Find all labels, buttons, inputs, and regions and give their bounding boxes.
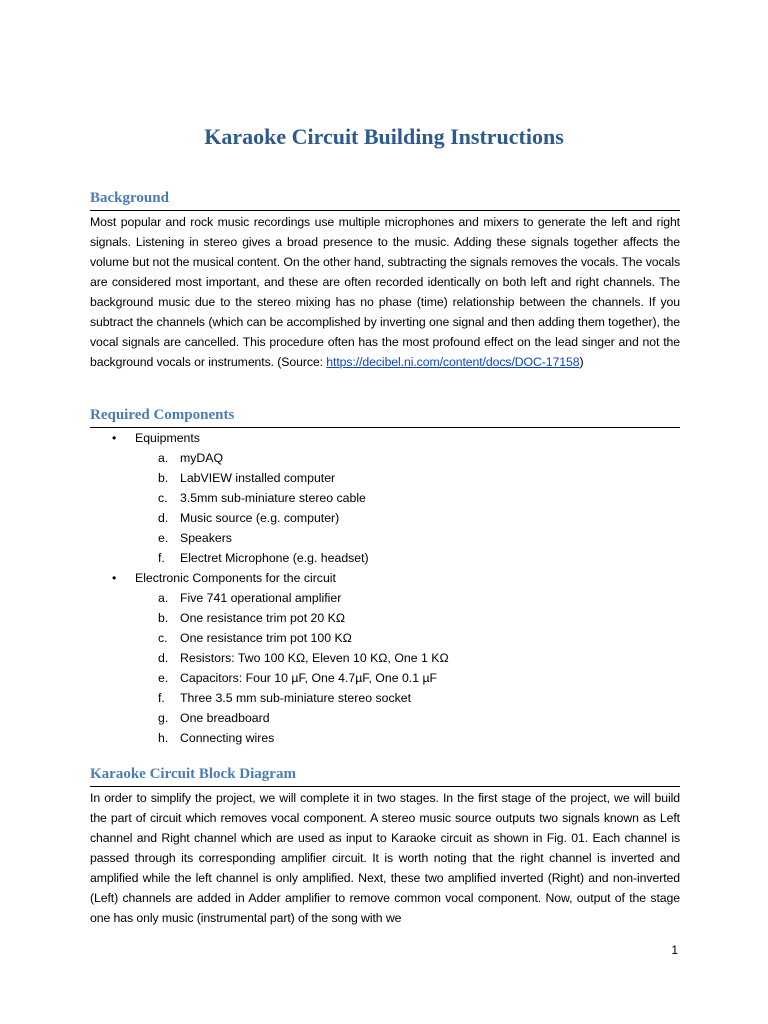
list-letter: g. (158, 711, 169, 725)
list-text: One breadboard (180, 711, 270, 725)
list-item (90, 708, 680, 728)
list-text: Music source (e.g. computer) (180, 511, 340, 525)
list-item (90, 508, 680, 528)
list-text: Resistors: Two 100 KΩ, Eleven 10 KΩ, One 1 KΩ (180, 651, 449, 665)
list-item (90, 548, 680, 568)
list-letter: c. (158, 491, 168, 505)
list-text: Speakers (180, 531, 232, 545)
list-item-electronic-components (90, 568, 680, 748)
background-section (90, 189, 680, 372)
list-letter: b. (158, 471, 169, 485)
list-item (90, 468, 680, 488)
list-text: Five 741 operational amplifier (180, 591, 342, 605)
list-text: Connecting wires (180, 731, 275, 745)
list-text: Electret Microphone (e.g. headset) (180, 551, 369, 565)
list-item-equipments (90, 428, 680, 568)
list-letter: a. (158, 451, 169, 465)
list-letter: c. (158, 631, 168, 645)
list-letter: e. (158, 531, 169, 545)
list-letter: e. (158, 671, 169, 685)
list-letter: h. (158, 731, 169, 745)
bullet-marker: • (112, 431, 117, 445)
list-letter: d. (158, 651, 169, 665)
list-text: One resistance trim pot 100 KΩ (180, 631, 352, 645)
components-section (90, 406, 680, 748)
source-link[interactable]: https://decibel.ni.com/content/docs/DOC-17158 (326, 355, 580, 369)
list-letter: f. (158, 551, 165, 565)
list-text: Capacitors: Four 10 µF, One 4.7µF, One 0.1 µF (180, 671, 438, 685)
equipments-sublist (90, 448, 680, 568)
list-item (90, 688, 680, 708)
list-letter: f. (158, 691, 165, 705)
background-text-end: ) (579, 355, 584, 369)
electronics-sublist (90, 588, 680, 748)
list-item (90, 488, 680, 508)
background-heading: Background (90, 189, 680, 211)
list-text: LabVIEW installed computer (180, 471, 336, 485)
components-list (90, 428, 680, 748)
list-text: One resistance trim pot 20 KΩ (180, 611, 346, 625)
list-item (90, 668, 680, 688)
list-item (90, 528, 680, 548)
page-title: Karaoke Circuit Building Instructions (204, 124, 564, 149)
list-text: 3.5mm sub-miniature stereo cable (180, 491, 366, 505)
list-item (90, 448, 680, 468)
list-letter: a. (158, 591, 169, 605)
list-letter: d. (158, 511, 169, 525)
block-diagram-section (90, 765, 680, 928)
list-item (90, 588, 680, 608)
list-item (90, 648, 680, 668)
list-item (90, 608, 680, 628)
background-paragraph (90, 212, 680, 372)
list-item (90, 628, 680, 648)
group-label: Equipments (135, 431, 200, 445)
bullet-marker: • (112, 571, 117, 585)
group-label: Electronic Components for the circuit (135, 571, 336, 585)
components-heading: Required Components (90, 406, 680, 428)
list-text: Three 3.5 mm sub-miniature stereo socket (180, 691, 411, 705)
list-letter: b. (158, 611, 169, 625)
page-number: 1 (671, 943, 678, 957)
block-diagram-paragraph: In order to simplify the project, we will complete it in two stages. In the first stage of the project, we will build the part of circuit which removes vocal component. A stereo music source outputs two signals known as Left channel and Right channel which are used as input to Karaoke circuit as shown in Fig. 01. Each channel is passed through its corresponding amplifier circuit. It is worth noting that the right channel is inverted and amplified while the left channel is only amplified. Next, these two amplified inverted (Right) and non-inverted (Left) channels are added in Adder amplifier to remove common vocal component. Now, output of the stage one has only music (instrumental part) of the song with we (90, 791, 680, 925)
list-text: myDAQ (180, 451, 224, 465)
block-diagram-heading: Karaoke Circuit Block Diagram (90, 765, 680, 787)
background-text: Most popular and rock music recordings use multiple microphones and mixers to generate the left and right signals. Listening in stereo gives a broad presence to the music. Adding these signals together affects the volume but not the musical content. On the other hand, subtracting the signals removes the vocals. The vocals are considered most important, and these are often recorded identically on both left and right channels. The background music due to the stereo mixing has no phase (time) relationship between the channels. If you subtract the channels (which can be accomplished by inverting one signal and then adding them together), the vocal signals are cancelled. This procedure often has the most profound effect on the lead singer and not the background vocals or instruments. (Source: (90, 215, 680, 369)
list-item (90, 728, 680, 748)
